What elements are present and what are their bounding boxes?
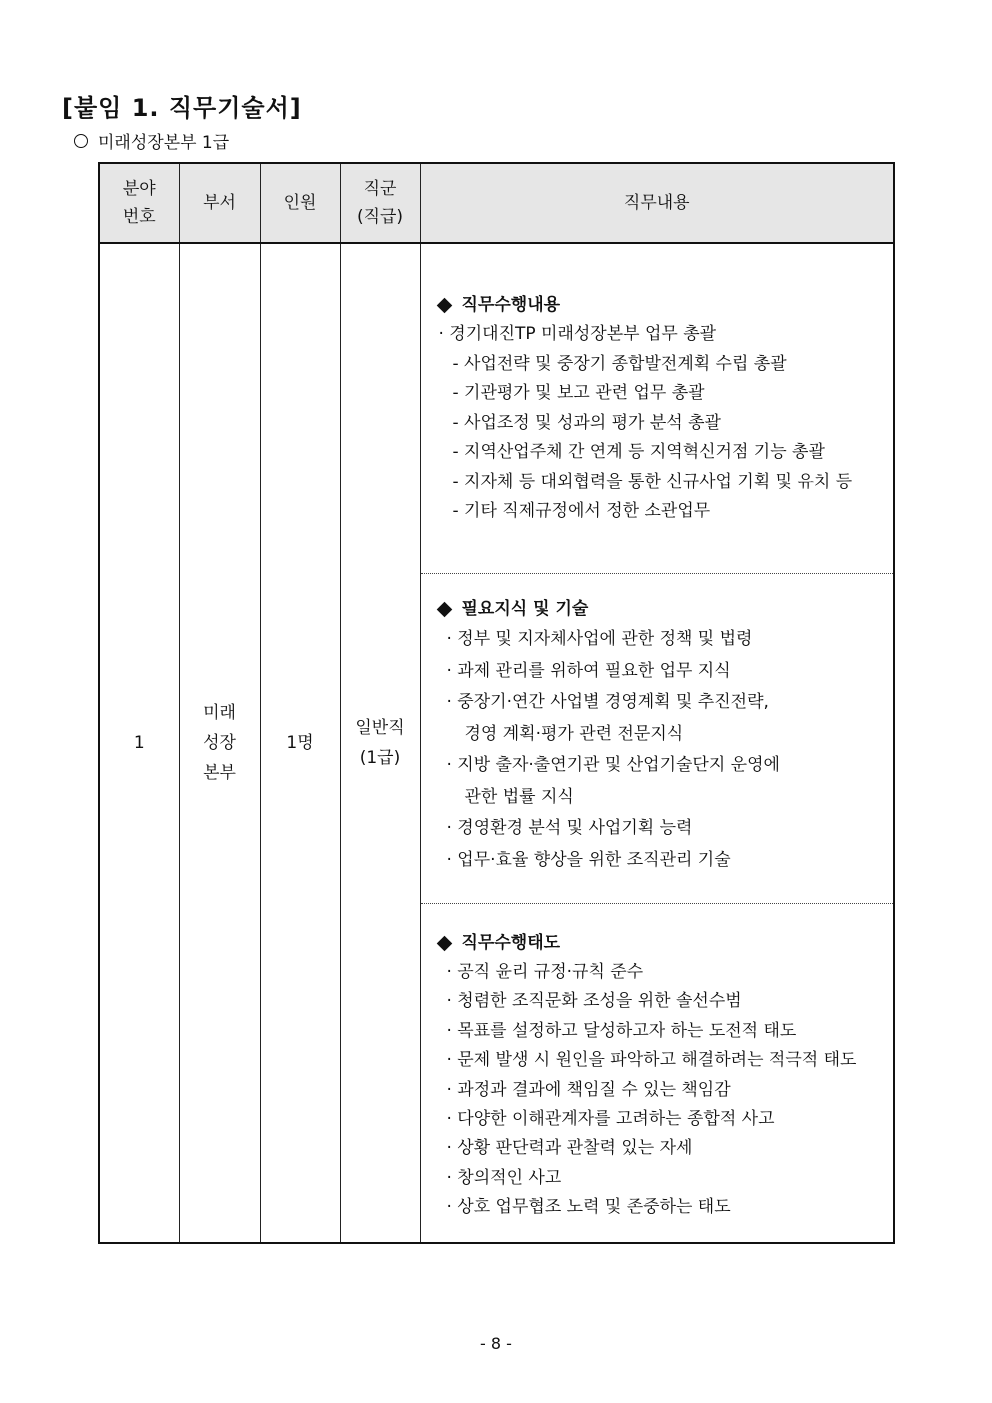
page-number: - 8 - [480, 1334, 512, 1353]
list-item: · 경기대진TP 미래성장본부 업무 총괄 [438, 324, 717, 344]
section-heading: 필요지식 및 기술 [435, 594, 886, 624]
list-item: - 기타 직제규정에서 정한 소관업무 [452, 501, 711, 521]
cell-grade: 일반직 (1급) [340, 243, 420, 1243]
section-heading: 직무수행내용 [435, 290, 886, 320]
subtitle-text: 미래성장본부 1급 [98, 133, 230, 153]
table-header-row [99, 163, 894, 243]
header-field-no: 분야 번호 [99, 163, 179, 243]
list-item: · 업무·효율 향상을 위한 조직관리 기술 [446, 849, 731, 870]
list-item: - 기관평가 및 보고 관련 업무 총괄 [452, 383, 705, 403]
diamond-bullet-icon [436, 935, 452, 951]
job-description-table [98, 162, 895, 1244]
header-personnel: 인원 [260, 163, 340, 243]
subtitle [74, 128, 229, 153]
diamond-bullet-icon [436, 601, 452, 617]
cell-department: 미래 성장 본부 [179, 243, 260, 1243]
list-item-continuation: 관한 법률 지식 [464, 786, 574, 807]
list-item: · 청렴한 조직문화 조성을 위한 솔선수범 [446, 991, 742, 1012]
list-item: - 사업전략 및 중장기 종합발전계획 수립 총괄 [452, 353, 787, 374]
list-item: - 사업조정 및 성과의 평가 분석 총괄 [452, 412, 721, 433]
cell-field-no: 1 [99, 243, 179, 1243]
list-item: · 과정과 결과에 책임질 수 있는 책임감 [446, 1079, 731, 1100]
list-item: · 목표를 설정하고 달성하고자 하는 도전적 태도 [446, 1020, 797, 1041]
list-item: · 경영환경 분석 및 사업기획 능력 [446, 818, 693, 838]
section-work-attitude [421, 904, 894, 1242]
header-department: 부서 [179, 163, 260, 243]
list-item: - 지역산업주체 간 연계 등 지역혁신거점 기능 총괄 [452, 442, 825, 462]
list-item: · 지방 출자·출연기관 및 산업기술단지 운영에 [446, 755, 780, 775]
circle-bullet-icon [74, 134, 88, 148]
list-item: · 정부 및 지자체사업에 관한 정책 및 법령 [446, 629, 753, 649]
section-heading: 직무수행태도 [435, 928, 886, 958]
list-item: · 중장기·연간 사업별 경영계획 및 추진전략, [446, 692, 769, 712]
table-row [99, 243, 894, 1243]
list-item-continuation: 경영 계획·평가 관련 전문지식 [464, 723, 684, 744]
list-item: · 상호 업무협조 노력 및 존중하는 태도 [446, 1197, 731, 1218]
list-item: · 창의적인 사고 [446, 1167, 562, 1188]
list-item: · 다양한 이해관계자를 고려하는 종합적 사고 [446, 1109, 775, 1130]
list-item: · 공직 윤리 규정·규칙 준수 [446, 962, 644, 982]
list-item: · 상황 판단력과 관찰력 있는 자세 [446, 1138, 693, 1159]
header-grade: 직군 (직급) [340, 163, 420, 243]
section-required-knowledge [421, 574, 894, 904]
cell-duties [420, 243, 894, 1243]
list-item: - 지자체 등 대외협력을 통한 신규사업 기획 및 유치 등 [452, 471, 853, 492]
document-title: [붙임 1. 직무기술서] [62, 94, 302, 122]
list-item: · 문제 발생 시 원인을 파악하고 해결하려는 적극적 태도 [446, 1050, 857, 1071]
list-item: · 과제 관리를 위하여 필요한 업무 지식 [446, 660, 731, 681]
diamond-bullet-icon [436, 297, 452, 313]
cell-personnel: 1명 [260, 243, 340, 1243]
header-duties: 직무내용 [420, 163, 894, 243]
section-duties-performed [421, 244, 894, 574]
